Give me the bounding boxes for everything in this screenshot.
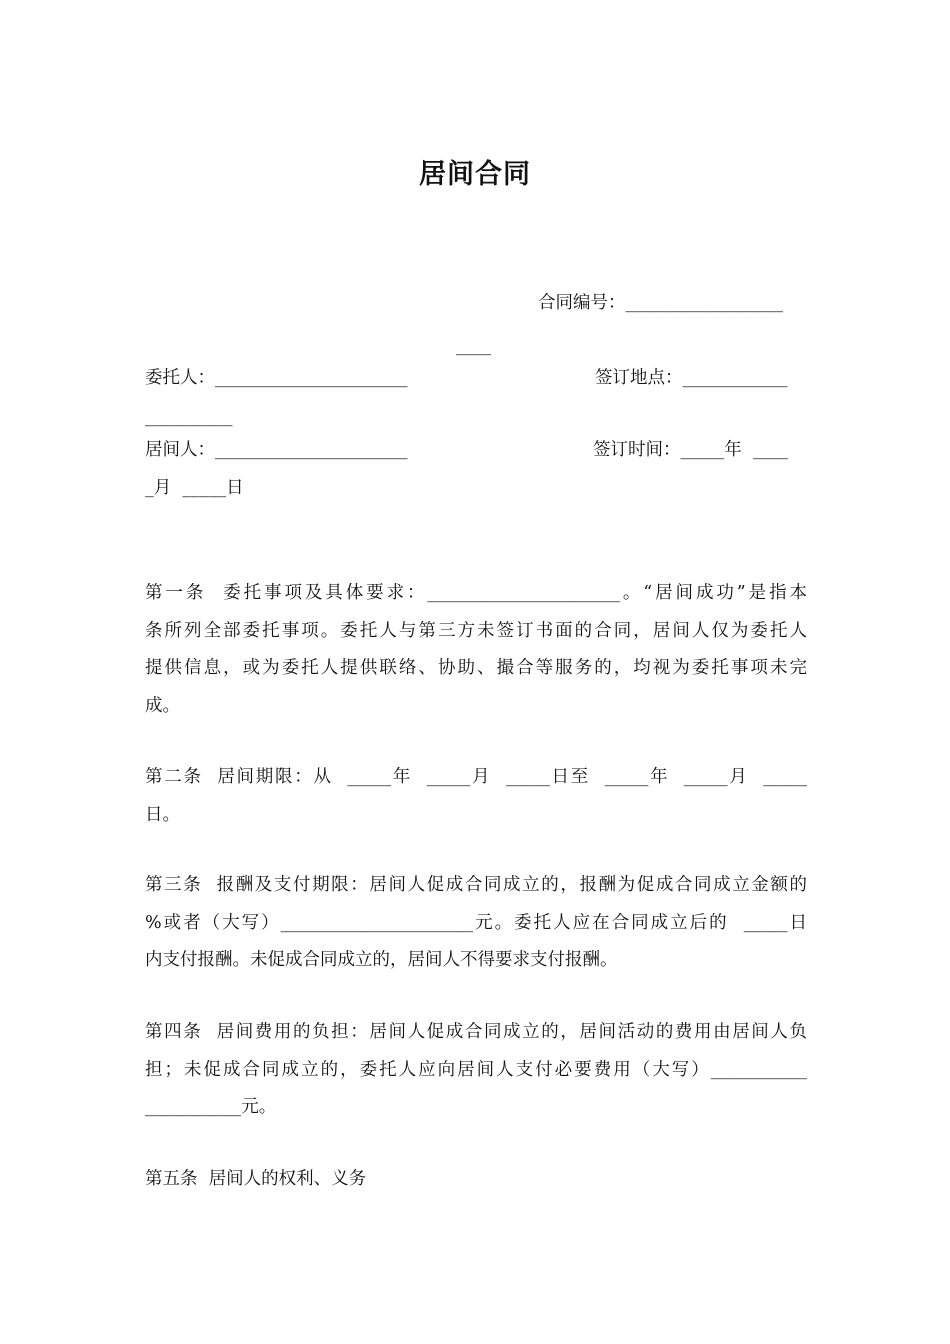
article-line: 提供信息，或为委托人提供联络、协助、撮合等服务的，均视为委托事项未完 [145, 658, 807, 679]
article-3 [145, 867, 807, 980]
article-line: %或者（大写）______________________元。委托人应在合同成立后的 _____日 [145, 912, 807, 933]
broker-field: 居间人：______________________ [145, 440, 408, 460]
article-2 [145, 759, 807, 834]
article-line: 成。 [145, 695, 180, 716]
article-line: 第四条 居间费用的负担：居间人促成合同成立的，居间活动的费用由居间人负 [145, 1022, 807, 1042]
article-line: 第五条 居间人的权利、义务 [145, 1169, 367, 1189]
article-1 [145, 575, 807, 725]
article-4 [145, 1014, 807, 1127]
sign-place-field-continued: __________ [145, 407, 233, 427]
article-5 [145, 1161, 807, 1199]
contract-number-field: 合同编号：__________________ [538, 293, 783, 313]
sign-place-field: 签订地点：____________ [595, 368, 788, 388]
article-line: ___________元。 [145, 1097, 277, 1118]
client-field: 委托人：______________________ [145, 368, 408, 388]
sign-time-field-continued: _月 _____日 [145, 478, 244, 498]
article-line: 第一条 委托事项及具体要求：______________________。“居间成功”是指本 [145, 583, 807, 603]
article-line: 条所列全部委托事项。委托人与第三方未签订书面的合同，居间人仅为委托人 [145, 620, 807, 641]
article-line: 日。 [145, 804, 180, 825]
article-line: 担；未促成合同成立的，委托人应向居间人支付必要费用（大写）___________ [145, 1059, 807, 1080]
article-line: 第二条 居间期限：从 _____年 _____月 _____日至 _____年 _____月 _____ [145, 767, 807, 787]
article-line: 第三条 报酬及支付期限：居间人促成合同成立的，报酬为促成合同成立金额的 [145, 875, 807, 895]
sign-time-field: 签订时间：_____年 ____ [593, 440, 788, 460]
contract-number-field-continued: ____ [456, 336, 491, 356]
article-line: 内支付报酬。未促成合同成立的，居间人不得要求支付报酬。 [145, 950, 618, 971]
document-title: 居间合同 [419, 159, 531, 190]
